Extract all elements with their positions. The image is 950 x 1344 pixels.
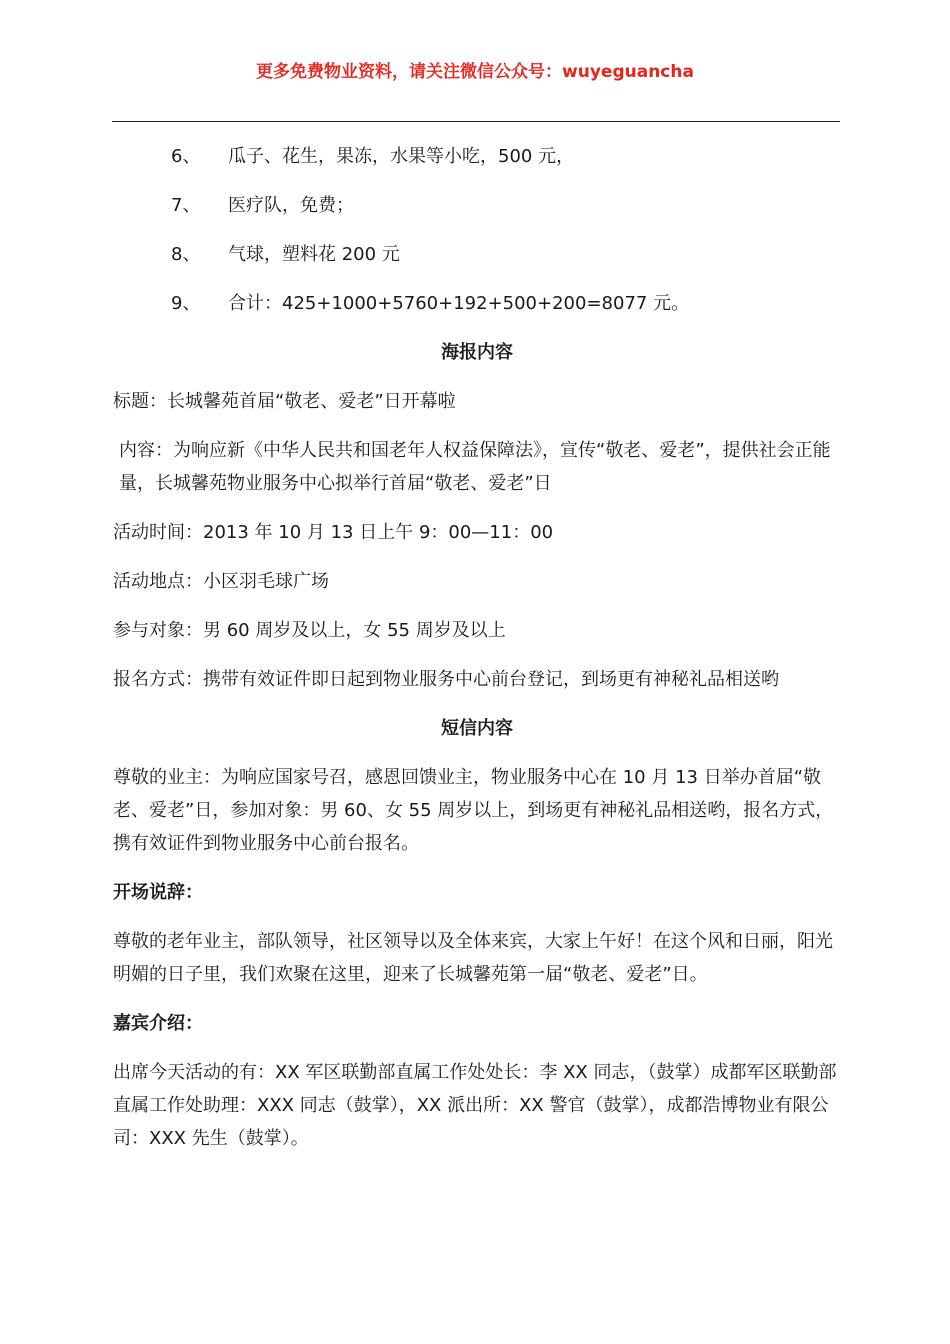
guests-body: 出席今天活动的有：XX 军区联勤部直属工作处处长：李 XX 同志，（鼓掌）成都军区联勤部直属工作处助理：XXX 同志（鼓掌），XX 派出所：XX 警官（鼓掌），成都浩博物业有限公司：XXX 先生（鼓掌）。	[113, 1062, 837, 1149]
list-item	[113, 238, 841, 271]
list-text: 瓜子、花生，果冻，水果等小吃，500 元，	[228, 146, 575, 167]
poster-time: 活动时间：2013 年 10 月 13 日上午 9：00—11：00	[113, 522, 554, 543]
poster-section-title: 海报内容	[441, 342, 513, 363]
list-text: 合计：425+1000+5760+192+500+200=8077 元。	[228, 293, 690, 314]
poster-registration: 报名方式：携带有效证件即日起到物业服务中心前台登记，到场更有神秘礼品相送哟	[113, 669, 779, 690]
list-number: 7、	[171, 195, 201, 216]
poster-headline: 标题：长城馨苑首届“敬老、爱老”日开幕啦	[113, 391, 456, 412]
guests-heading: 嘉宾介绍：	[113, 1013, 203, 1034]
list-item	[113, 189, 841, 222]
header-divider	[112, 121, 840, 122]
list-number: 9、	[171, 293, 201, 314]
list-number: 6、	[171, 146, 201, 167]
list-text: 气球，塑料花 200 元	[228, 244, 400, 265]
poster-location: 活动地点：小区羽毛球广场	[113, 571, 329, 592]
document-body	[113, 140, 841, 1171]
list-number: 8、	[171, 244, 201, 265]
list-item	[113, 287, 841, 320]
sms-body: 尊敬的业主：为响应国家号召，感恩回馈业主，物业服务中心在 10 月 13 日举办首届“敬老、爱老”日，参加对象：男 60、女 55 周岁以上，到场更有神秘礼品相送哟，报名方式，携有效证件到物业服务中心前台报名。	[113, 767, 834, 854]
list-item	[113, 140, 841, 173]
opening-heading: 开场说辞：	[113, 882, 203, 903]
list-text: 医疗队，免费；	[228, 195, 354, 216]
opening-body: 尊敬的老年业主，部队领导，社区领导以及全体来宾，大家上午好！在这个风和日丽，阳光明媚的日子里，我们欢聚在这里，迎来了长城馨苑第一届“敬老、爱老”日。	[113, 931, 833, 985]
header-banner: 更多免费物业资料，请关注微信公众号：wuyeguancha	[256, 62, 694, 82]
sms-section-title: 短信内容	[441, 718, 513, 739]
poster-participants: 参与对象：男 60 周岁及以上，女 55 周岁及以上	[113, 620, 506, 641]
poster-content: 内容：为响应新《中华人民共和国老年人权益保障法》，宣传“敬老、爱老”，提供社会正能量，长城馨苑物业服务中心拟举行首届“敬老、爱老”日	[119, 440, 831, 494]
